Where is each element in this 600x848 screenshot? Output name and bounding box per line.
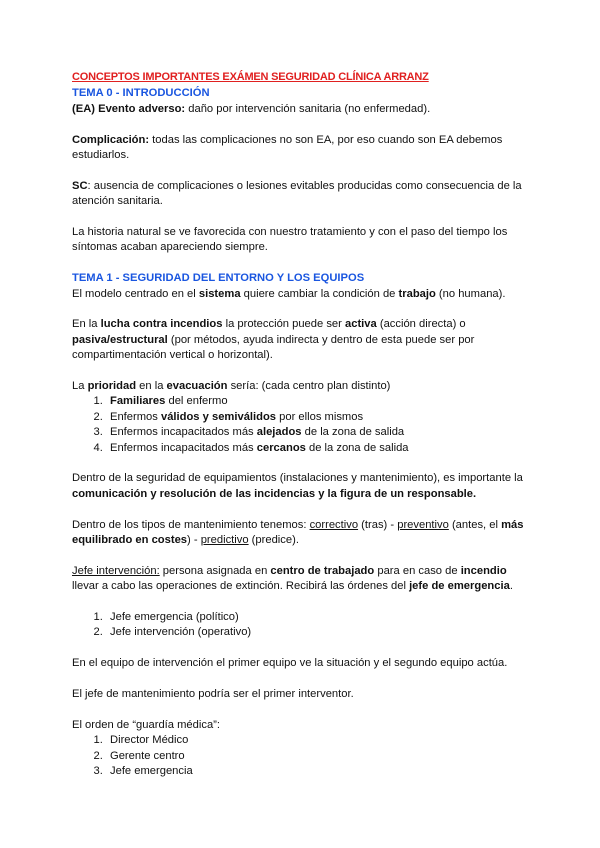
list-item xyxy=(106,441,532,456)
ea-definition xyxy=(72,102,532,117)
bold-run: pasiva/estructural xyxy=(72,333,168,346)
text-run: ) - xyxy=(187,534,201,547)
text-run: Dentro de los tipos de mantenimiento tenemos: xyxy=(72,518,310,531)
lucha-paragraph xyxy=(72,317,532,363)
text-run: En la xyxy=(72,318,101,331)
jefe-paragraph xyxy=(72,564,532,595)
guardia-intro: El orden de “guardía médica”: xyxy=(72,718,221,731)
bold-run: lucha contra incendios xyxy=(100,318,223,331)
text-run: (antes, el xyxy=(448,518,502,531)
mantenimiento-paragraph xyxy=(72,518,532,549)
sc-def: : ausencia de complicaciones o lesiones evitables producidas como consecuencia de la atención sanitaria. xyxy=(72,179,522,208)
equipo-paragraph: En el equipo de intervención el primer equipo ve la situación y el segundo equipo actúa. xyxy=(72,657,508,670)
jefe-list xyxy=(72,610,532,641)
equipamientos-paragraph xyxy=(72,471,532,502)
sc-definition xyxy=(72,179,532,210)
underline-run: predictivo xyxy=(200,534,249,547)
bold-run: prioridad xyxy=(87,380,137,393)
text-run: persona asignada en xyxy=(159,564,271,577)
text-run: (no humana). xyxy=(435,287,506,300)
bold-run: jefe de emergencia xyxy=(409,580,510,593)
bold-run: comunicación y resolución de las incidencias y la figura de un responsable. xyxy=(72,487,477,500)
text-run: en la xyxy=(136,380,167,393)
text-run: de la zona de salida xyxy=(301,426,405,439)
list-item: 3. Jefe emergencia xyxy=(106,764,532,779)
text-run: sería: (cada centro plan distinto) xyxy=(227,380,391,393)
sc-term: SC xyxy=(72,179,88,192)
list-item xyxy=(106,394,532,409)
underline-run: preventivo xyxy=(397,518,449,531)
bold-run: alejados xyxy=(256,426,302,439)
text-run: de la zona de salida xyxy=(305,441,409,454)
text-run: (predice). xyxy=(248,534,299,547)
bold-run: Familiares xyxy=(110,395,166,408)
document-title: CONCEPTOS IMPORTANTES EXÁMEN SEGURIDAD CLÍNICA ARRANZ xyxy=(72,71,429,83)
jefe-mantenimiento-paragraph: El jefe de mantenimiento podría ser el primer interventor. xyxy=(72,688,354,701)
bold-run: evacuación xyxy=(166,380,228,393)
text-run: Enfermos incapacitados más xyxy=(110,441,257,454)
bold-run: sistema xyxy=(198,287,241,300)
prioridad-list xyxy=(72,394,532,456)
comp-def: todas las complicaciones no son EA, por eso cuando son EA debemos estudiarlos. xyxy=(72,133,503,162)
text-run: por ellos mismos xyxy=(276,410,364,423)
text-run: El modelo centrado en el xyxy=(72,287,199,300)
text-run: del enfermo xyxy=(165,395,228,408)
historia-paragraph: La historia natural se ve favorecida con nuestro tratamiento y con el paso del tiempo los síntomas acaban apareciendo siempre. xyxy=(72,226,508,254)
text-run: (tras) - xyxy=(358,518,398,531)
list-item: 1. Director Médico xyxy=(106,733,532,748)
tema0-heading: TEMA 0 - INTRODUCCIÓN xyxy=(72,87,210,100)
underline-run: Jefe intervención: xyxy=(72,564,160,577)
bold-run: centro de trabajado xyxy=(270,564,375,577)
text-run: llevar a cabo las operaciones de extinción. Recibirá las órdenes del xyxy=(72,580,410,593)
text-run: Enfermos incapacitados más xyxy=(110,426,257,439)
list-item: 1. Jefe emergencia (político) xyxy=(106,610,532,625)
guardia-list xyxy=(72,733,532,779)
list-item xyxy=(106,410,532,425)
bold-run: más equilibrado en costes xyxy=(72,518,524,547)
text-run: la protección puede ser xyxy=(222,318,345,331)
complicacion-definition xyxy=(72,133,532,164)
text-run: La xyxy=(72,380,88,393)
comp-term: Complicación: xyxy=(72,133,150,146)
text-run: (acción directa) o xyxy=(376,318,466,331)
text-run: para en caso de xyxy=(374,564,461,577)
text-run: quiere cambiar la condición de xyxy=(240,287,399,300)
list-item: 2. Gerente centro xyxy=(106,749,532,764)
underline-run: correctivo xyxy=(309,518,359,531)
list-item xyxy=(106,425,532,440)
bold-run: cercanos xyxy=(256,441,306,454)
text-run: Dentro de la seguridad de equipamientos (instalaciones y mantenimiento), es importante la xyxy=(72,472,523,485)
text-run: Enfermos xyxy=(110,410,161,423)
ea-term: (EA) Evento adverso: xyxy=(72,102,186,115)
text-run: . xyxy=(509,580,513,593)
ea-def: daño por intervención sanitaria (no enfermedad). xyxy=(185,102,431,115)
text-run: (por métodos, ayuda indirecta y dentro de esta puede ser por compartimentación vertical o horizontal). xyxy=(72,333,475,362)
bold-run: válidos y semiválidos xyxy=(160,410,277,423)
modelo-paragraph xyxy=(72,287,532,302)
document-page xyxy=(72,70,532,779)
tema1-heading: TEMA 1 - SEGURIDAD DEL ENTORNO Y LOS EQUIPOS xyxy=(72,272,365,285)
bold-run: trabajo xyxy=(398,287,436,300)
bold-run: incendio xyxy=(460,564,507,577)
bold-run: activa xyxy=(345,318,377,331)
list-item: 2. Jefe intervención (operativo) xyxy=(106,625,532,640)
prioridad-intro xyxy=(72,379,532,394)
